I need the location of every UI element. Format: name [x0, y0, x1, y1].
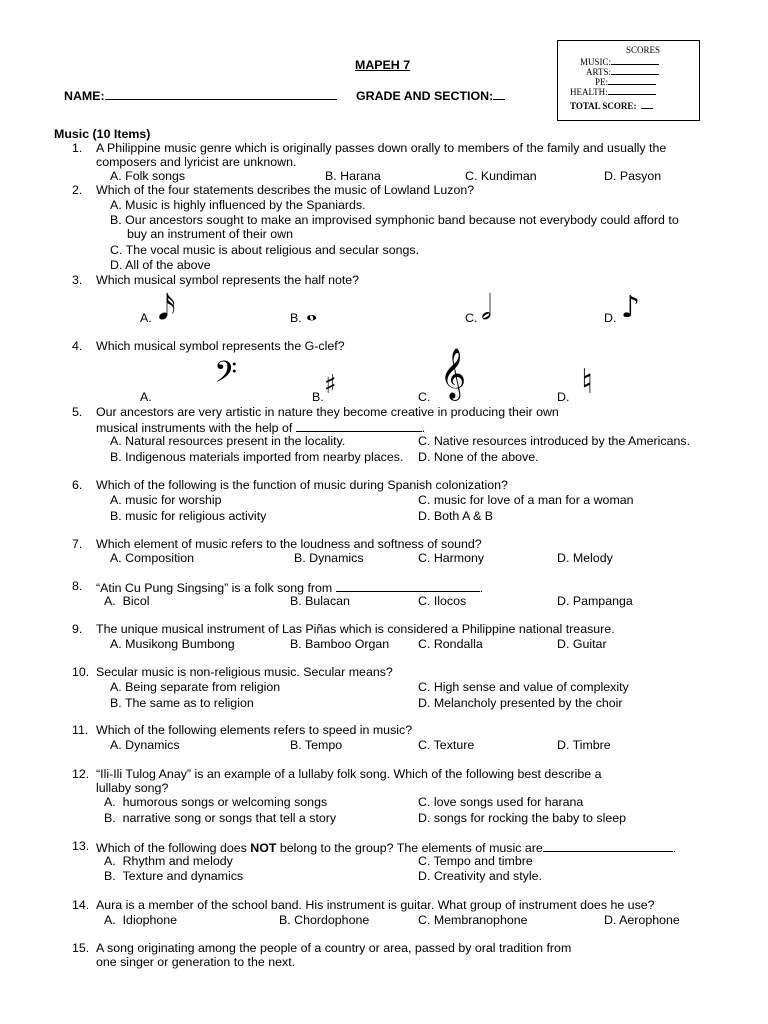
q12-text-line2: lullaby song?: [96, 781, 169, 795]
q1-choice-a[interactable]: A. Folk songs: [110, 169, 186, 183]
q13-period: .: [672, 841, 677, 855]
q9-choice-a-letter: A.: [110, 637, 122, 651]
score-arts-line[interactable]: [611, 66, 659, 75]
q2-choice-a-text: Music is highly influenced by the Spaniards.: [125, 198, 366, 212]
q12-choice-a-text: humorous songs or welcoming songs: [122, 795, 328, 809]
grade-section-label: [356, 87, 505, 103]
q6-choice-b-text: music for religious activity: [125, 509, 267, 523]
q6-choice-a-letter: A.: [110, 493, 122, 507]
section-title: Music (10 Items): [54, 127, 151, 141]
q13-text-post: belong to the group? The elements of music are: [276, 841, 543, 855]
score-total-label: TOTAL SCORE:: [570, 101, 637, 111]
q6-choice-d[interactable]: D. Both A & B: [418, 509, 494, 523]
whole-note-icon: 𝅝: [306, 294, 318, 327]
q2-choice-d[interactable]: [110, 258, 211, 272]
q9-choice-a[interactable]: [110, 637, 235, 651]
q7-choice-b[interactable]: B. Dynamics: [294, 551, 364, 565]
q8-text: [96, 579, 483, 595]
q12-choice-a[interactable]: [104, 795, 327, 809]
q3-choice-d[interactable]: D.: [604, 311, 617, 325]
treble-clef-icon: 𝄞: [440, 348, 467, 399]
eighth-note-icon: ♪: [621, 290, 641, 325]
q7-choice-a-text: Composition: [125, 551, 195, 565]
q2-choice-d-letter: D.: [110, 258, 123, 272]
q10-choice-c[interactable]: C. High sense and value of complexity: [418, 680, 629, 694]
q1-choice-d[interactable]: D. Pasyon: [604, 169, 662, 183]
score-pe-line[interactable]: [608, 76, 656, 85]
q4-text: Which musical symbol represents the G-clef?: [96, 339, 345, 353]
q11-text: Which of the following elements refers to speed in music?: [96, 723, 413, 737]
q12-choice-a-letter: A.: [104, 795, 116, 809]
sharp-icon: ♯: [324, 370, 337, 400]
q14-number: 14.: [72, 898, 90, 912]
q11-number: 11.: [72, 723, 89, 737]
q7-choice-c[interactable]: C. Harmony: [418, 551, 485, 565]
q8-number: 8.: [72, 579, 83, 593]
q12-choice-b-letter: B.: [104, 811, 116, 825]
q10-choice-a-text: Being separate from religion: [125, 680, 281, 694]
natural-sign-icon: ♮: [581, 362, 594, 402]
scores-box: [557, 40, 700, 121]
q6-number: 6.: [72, 478, 83, 492]
q1-choice-c[interactable]: C. Kundiman: [465, 169, 537, 183]
q12-choice-b-text: narrative song or songs that tell a story: [122, 811, 337, 825]
score-health-line[interactable]: [608, 86, 656, 95]
q2-number: 2.: [72, 183, 83, 197]
q12-number: 12.: [72, 767, 90, 781]
q10-choice-a[interactable]: [110, 680, 280, 694]
grade-section-field-line[interactable]: [493, 87, 505, 100]
q5-choice-d[interactable]: D. None of the above.: [418, 450, 539, 464]
q3-number: 3.: [72, 273, 83, 287]
q9-text: The unique musical instrument of Las Piñas which is considered a Philippine national treasure.: [96, 622, 615, 636]
q4-choice-b[interactable]: B.: [312, 390, 324, 404]
q8-choice-a[interactable]: [104, 594, 149, 608]
q8-choice-c[interactable]: C. Ilocos: [418, 594, 467, 608]
q14-choice-c[interactable]: C. Membranophone: [418, 913, 528, 927]
q5-text-line2: [96, 419, 425, 435]
half-note-icon: 𝅗𝅥: [481, 288, 492, 328]
q2-choice-c-letter: C.: [110, 243, 123, 257]
q13-number: 13.: [72, 839, 90, 853]
q4-choice-c[interactable]: C.: [418, 390, 431, 404]
q10-text: Secular music is non-religious music. Secular means?: [96, 665, 393, 679]
exam-title: MAPEH 7: [355, 58, 411, 72]
q13-choice-a-text: Rhythm and melody: [122, 854, 233, 868]
name-field-line[interactable]: [105, 87, 337, 100]
q5-choice-b-letter: B.: [110, 450, 122, 464]
q9-number: 9.: [72, 622, 83, 636]
name-label-text: NAME:: [64, 89, 105, 103]
q10-choice-b-letter: B.: [110, 696, 122, 710]
q1-number: 1.: [72, 141, 83, 155]
score-music-label: MUSIC:: [580, 57, 612, 67]
q1-text-line2: composers and lyricist are unknown.: [96, 155, 297, 169]
q15-number: 15.: [72, 941, 90, 955]
score-health: [570, 86, 656, 97]
q8-blank[interactable]: [336, 579, 480, 592]
q13-choice-b[interactable]: [104, 869, 243, 883]
q8-choice-a-text: Bicol: [122, 594, 150, 608]
q7-choice-a-letter: A.: [110, 551, 122, 565]
q13-choice-d[interactable]: D. Creativity and style.: [418, 869, 542, 883]
q1-text-line1: A Philippine music genre which is originally passes down orally to members of the family and usually the: [96, 141, 667, 155]
q13-choice-a[interactable]: [104, 854, 233, 868]
q5-choice-a-text: Natural resources present in the locality.: [125, 434, 346, 448]
q2-choice-b-letter: B.: [110, 213, 122, 227]
q4-choice-a[interactable]: A.: [140, 390, 152, 404]
score-music-line[interactable]: [611, 56, 659, 65]
q8-period: .: [479, 581, 484, 595]
q7-choice-d[interactable]: D. Melody: [557, 551, 613, 565]
score-health-label: HEALTH:: [570, 87, 608, 97]
q2-choice-b-cont: buy an instrument of their own: [127, 227, 293, 241]
q5-text-line1: Our ancestors are very artistic in nature they become creative in producing their own: [96, 405, 559, 419]
q1-choice-b[interactable]: B. Harana: [325, 169, 381, 183]
q5-choice-a-letter: A.: [110, 434, 122, 448]
q8-choice-b[interactable]: B. Bulacan: [290, 594, 350, 608]
name-label: [64, 87, 337, 103]
q3-text: Which musical symbol represents the half note?: [96, 273, 360, 287]
q4-choice-d[interactable]: D.: [557, 390, 570, 404]
q6-text: Which of the following is the function of music during Spanish colonization?: [96, 478, 508, 492]
q8-choice-a-letter: A.: [104, 594, 116, 608]
q2-choice-c[interactable]: [110, 243, 419, 257]
q6-choice-c[interactable]: C. music for love of a man for a woman: [418, 493, 634, 507]
q11-choice-c[interactable]: C. Texture: [418, 738, 475, 752]
q10-choice-b-text: The same as to religion: [124, 696, 254, 710]
q13-choice-a-letter: A.: [104, 854, 116, 868]
q9-choice-d[interactable]: D. Guitar: [557, 637, 607, 651]
score-total-line[interactable]: [641, 100, 653, 109]
q11-choice-b[interactable]: B. Tempo: [290, 738, 343, 752]
q5-choice-b[interactable]: [110, 450, 403, 464]
q3-choice-b[interactable]: B.: [290, 311, 302, 325]
sixteenth-note-icon: 𝅘𝅥𝅯: [158, 288, 176, 328]
q2-choice-a[interactable]: [110, 198, 366, 212]
q13-choice-b-letter: B.: [104, 869, 116, 883]
q11-choice-a[interactable]: [110, 738, 180, 752]
q13-text: [96, 839, 676, 855]
q11-choice-d[interactable]: D. Timbre: [557, 738, 611, 752]
q12-text-line1: “Ili-Ili Tulog Anay” is an example of a lullaby folk song. Which of the following best describe a: [96, 767, 602, 781]
q13-blank[interactable]: [543, 839, 673, 852]
q13-text-pre: Which of the following does: [96, 841, 251, 855]
q9-choice-b[interactable]: B. Bamboo Organ: [290, 637, 390, 651]
grade-section-label-text: GRADE AND SECTION:: [356, 89, 494, 103]
q11-choice-a-letter: A.: [110, 738, 122, 752]
bass-clef-icon: 𝄢: [214, 356, 238, 397]
q8-choice-d[interactable]: D. Pampanga: [557, 594, 633, 608]
q10-choice-b[interactable]: [110, 696, 254, 710]
q2-choice-d-text: All of the above: [125, 258, 211, 272]
q7-choice-a[interactable]: [110, 551, 194, 565]
q9-choice-c[interactable]: C. Rondalla: [418, 637, 483, 651]
q5-number: 5.: [72, 405, 83, 419]
q12-choice-b[interactable]: [104, 811, 336, 825]
q15-text-line2: one singer or generation to the next.: [96, 955, 296, 969]
q10-choice-a-letter: A.: [110, 680, 122, 694]
q13-text-not: NOT: [250, 841, 277, 855]
q5-choice-b-text: Indigenous materials imported from nearby places.: [125, 450, 404, 464]
q5-blank[interactable]: [296, 419, 422, 432]
q7-number: 7.: [72, 537, 83, 551]
score-arts-label: ARTS:: [586, 67, 611, 77]
q12-choice-c[interactable]: C. love songs used for harana: [418, 795, 584, 809]
q6-choice-b-letter: B.: [110, 509, 122, 523]
q7-text: Which element of music refers to the loudness and softness of sound?: [96, 537, 482, 551]
q9-choice-a-text: Musikong Bumbong: [125, 637, 235, 651]
q5-period: .: [421, 421, 426, 435]
q14-choice-a-letter: A.: [104, 913, 116, 927]
q2-text: Which of the four statements describes the music of Lowland Luzon?: [96, 183, 475, 197]
q4-number: 4.: [72, 339, 83, 353]
q5-choice-a[interactable]: [110, 434, 345, 448]
q5-text-line2-text: musical instruments with the help of: [96, 421, 293, 435]
q14-text: Aura is a member of the school band. His instrument is guitar. What group of instrument does he use?: [96, 898, 655, 912]
q15-text-line1: A song originating among the people of a country or area, passed by oral tradition from: [96, 941, 572, 955]
scores-heading: SCORES: [626, 45, 661, 55]
q3-choice-a[interactable]: A.: [140, 311, 152, 325]
q3-choice-c[interactable]: C.: [465, 311, 478, 325]
score-total: [570, 100, 653, 111]
q14-choice-a[interactable]: [104, 913, 177, 927]
q6-choice-a[interactable]: [110, 493, 222, 507]
q11-choice-a-text: Dynamics: [125, 738, 180, 752]
q2-choice-a-letter: A.: [110, 198, 122, 212]
q13-choice-b-text: Texture and dynamics: [122, 869, 244, 883]
score-pe-label: PE:: [595, 77, 609, 87]
q14-choice-a-text: Idiophone: [122, 913, 178, 927]
q2-choice-c-text: The vocal music is about religious and secular songs.: [125, 243, 420, 257]
q12-choice-d[interactable]: D. songs for rocking the baby to sleep: [418, 811, 627, 825]
q2-choice-b-text: Our ancestors sought to make an improvised symphonic band because not everybody could afford to: [125, 213, 679, 227]
q2-choice-b[interactable]: [110, 213, 679, 227]
q6-choice-b[interactable]: [110, 509, 266, 523]
q6-choice-a-text: music for worship: [125, 493, 222, 507]
q5-choice-c[interactable]: C. Native resources introduced by the Americans.: [418, 434, 691, 448]
q14-choice-d[interactable]: D. Aerophone: [604, 913, 680, 927]
q10-number: 10.: [72, 665, 90, 679]
q10-choice-d[interactable]: D. Melancholy presented by the choir: [418, 696, 623, 710]
q14-choice-b[interactable]: B. Chordophone: [279, 913, 370, 927]
q13-choice-c[interactable]: C. Tempo and timbre: [418, 854, 533, 868]
q8-text-main: “Atin Cu Pung Singsing” is a folk song from: [96, 581, 333, 595]
